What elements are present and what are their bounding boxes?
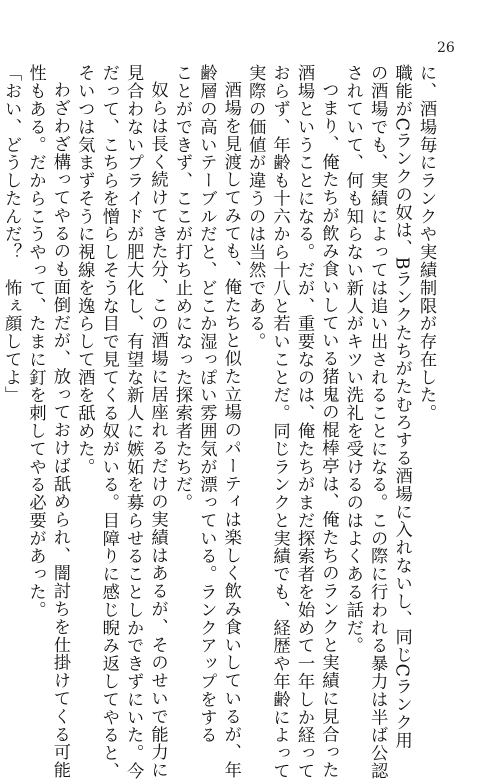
text-line: 齢層の高いテーブルだと、どこか湿っぽい雰囲気が漂っている。ランクアップをする bbox=[196, 64, 217, 744]
text-line: おらず、年齢も十六から十八と若いことだ。同じランクと実績でも、経歴や年齢によって bbox=[269, 64, 290, 780]
text-line: 見合わないプライドが肥大化し、有望な新人に嫉妬を募らせることしかできずにいた。今 bbox=[123, 64, 144, 780]
text-line: わざわざ構ってやるのも面倒だが、放っておけば舐められ、闇討ちを仕掛けてくる可能 bbox=[49, 81, 70, 780]
text-line: つまり、俺たちが飲み食いしている猪鬼の棍棒亭は、俺たちのランクと実績に見合った bbox=[318, 81, 339, 780]
text-line: の酒場でも、実績によっては追い出されることになる。この際に行われる暴力は半ば公認 bbox=[367, 64, 388, 780]
novel-body-text bbox=[1, 64, 438, 780]
text-line: 「おい、どうしたんだ？ 怖ぇ顔してよ」 bbox=[1, 64, 22, 404]
text-line: 職能がCランクの奴は、Bランクたちがたむろする酒場に入れないし、同じCランク用 bbox=[391, 64, 412, 749]
text-line: に、酒場毎にランクや実績制限が存在した。 bbox=[416, 64, 436, 422]
text-line: だって、こちらを憎らしそうな目で見てくる奴がいる。目障りに感じ睨み返してやると、 bbox=[98, 64, 119, 780]
text-line: 奴らは長く続けてきた分、この酒場に居座れるだけの実績はあるが、そのせいで能力に bbox=[147, 81, 168, 780]
page-number: 26 bbox=[437, 40, 455, 56]
text-line: 酒場ということになる。だが、重要なのは、俺たちがまだ探索者を始めて一年しか経って bbox=[293, 64, 314, 780]
text-line: されていて、何も知らない新人がキツい洗礼を受けるのはよくある話だ。 bbox=[342, 64, 363, 655]
text-line: 実際の価値が違うのは当然である。 bbox=[245, 64, 266, 351]
text-line: ことができず、ここが打ち止めになった探索者たちだ。 bbox=[171, 64, 192, 512]
text-line: 性もある。だからこうやって、たまに釘を刺してやる必要があった。 bbox=[25, 64, 46, 619]
text-line: そいつは気まずそうに視線を逸らして酒を舐めた。 bbox=[74, 64, 95, 476]
text-line: 酒場を見渡してみても、俺たちと似た立場のパーティは楽しく飲み食いしているが、年 bbox=[220, 81, 241, 780]
